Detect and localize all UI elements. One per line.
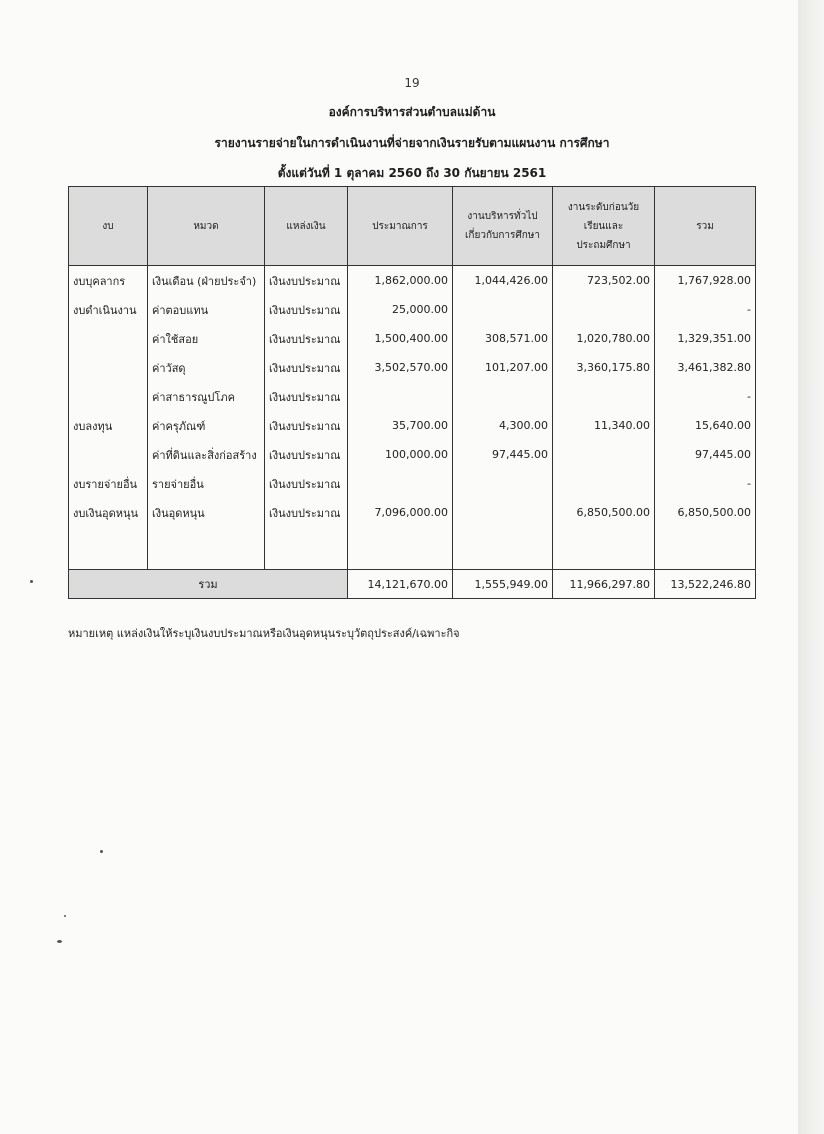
table-row <box>69 295 756 324</box>
totals-estimate: 14,121,670.00 <box>348 570 453 599</box>
expense-table <box>68 186 756 599</box>
cell-estimate <box>348 469 453 498</box>
cell-category: ค่าวัสดุ <box>148 353 265 382</box>
header-general-admin-line2: เกี่ยวกับการศึกษา <box>465 230 540 241</box>
cell-estimate <box>348 382 453 411</box>
header-general-admin-line1: งานบริหารทั่วไป <box>467 211 538 222</box>
cell-estimate: 35,700.00 <box>348 411 453 440</box>
cell-category: ค่าที่ดินและสิ่งก่อสร้าง <box>148 440 265 469</box>
cell-budget <box>69 324 148 353</box>
cell-estimate: 100,000.00 <box>348 440 453 469</box>
spacer-cell <box>553 527 655 570</box>
cell-general-admin <box>453 382 553 411</box>
cell-category: เงินอุดหนุน <box>148 498 265 527</box>
header-budget: งบ <box>69 187 148 266</box>
cell-total: - <box>655 469 756 498</box>
cell-general-admin <box>453 295 553 324</box>
totals-row <box>69 570 756 599</box>
scan-speck <box>30 580 33 583</box>
cell-preschool <box>553 382 655 411</box>
cell-category: เงินเดือน (ฝ่ายประจำ) <box>148 266 265 296</box>
cell-preschool <box>553 295 655 324</box>
header-source: แหล่งเงิน <box>265 187 348 266</box>
header-total: รวม <box>655 187 756 266</box>
cell-category: ค่าครุภัณฑ์ <box>148 411 265 440</box>
cell-preschool: 3,360,175.80 <box>553 353 655 382</box>
cell-estimate: 7,096,000.00 <box>348 498 453 527</box>
cell-source: เงินงบประมาณ <box>265 266 348 296</box>
cell-preschool: 11,340.00 <box>553 411 655 440</box>
cell-estimate: 25,000.00 <box>348 295 453 324</box>
header-preschool-line2: เรียนและ <box>583 220 624 232</box>
spacer-cell <box>453 527 553 570</box>
cell-general-admin: 97,445.00 <box>453 440 553 469</box>
cell-general-admin: 4,300.00 <box>453 411 553 440</box>
cell-estimate: 1,862,000.00 <box>348 266 453 296</box>
cell-source: เงินงบประมาณ <box>265 324 348 353</box>
cell-total: 15,640.00 <box>655 411 756 440</box>
totals-preschool: 11,966,297.80 <box>553 570 655 599</box>
header-preschool-line3: ประถมศึกษา <box>576 239 631 251</box>
cell-preschool: 1,020,780.00 <box>553 324 655 353</box>
scan-speck <box>64 915 66 917</box>
cell-general-admin <box>453 498 553 527</box>
table-row <box>69 411 756 440</box>
cell-estimate: 3,502,570.00 <box>348 353 453 382</box>
cell-budget: งบเงินอุดหนุน <box>69 498 148 527</box>
table-row <box>69 324 756 353</box>
cell-category: ค่าสาธารณูปโภค <box>148 382 265 411</box>
table-row <box>69 469 756 498</box>
header-general-admin <box>453 187 553 266</box>
cell-total: 97,445.00 <box>655 440 756 469</box>
cell-total: 1,767,928.00 <box>655 266 756 296</box>
cell-source: เงินงบประมาณ <box>265 353 348 382</box>
spacer-cell <box>265 527 348 570</box>
cell-preschool: 723,502.00 <box>553 266 655 296</box>
cell-source: เงินงบประมาณ <box>265 498 348 527</box>
cell-source: เงินงบประมาณ <box>265 440 348 469</box>
cell-source: เงินงบประมาณ <box>265 411 348 440</box>
table-row <box>69 266 756 296</box>
header-preschool <box>553 187 655 266</box>
spacer-cell <box>148 527 265 570</box>
cell-budget: งบบุคลากร <box>69 266 148 296</box>
header-category: หมวด <box>148 187 265 266</box>
cell-budget <box>69 382 148 411</box>
cell-general-admin: 101,207.00 <box>453 353 553 382</box>
report-subtitle: รายงานรายจ่ายในการดำเนินงานที่จ่ายจากเงินรายรับตามแผนงาน การศึกษา <box>214 136 610 150</box>
cell-total: - <box>655 295 756 324</box>
table-row <box>69 498 756 527</box>
scan-speck <box>57 940 62 943</box>
cell-source: เงินงบประมาณ <box>265 382 348 411</box>
cell-source: เงินงบประมาณ <box>265 469 348 498</box>
cell-preschool <box>553 440 655 469</box>
table-header-row <box>69 187 756 266</box>
totals-general-admin: 1,555,949.00 <box>453 570 553 599</box>
cell-source: เงินงบประมาณ <box>265 295 348 324</box>
cell-general-admin <box>453 469 553 498</box>
spacer-cell <box>69 527 148 570</box>
table-row <box>69 440 756 469</box>
cell-total: 3,461,382.80 <box>655 353 756 382</box>
cell-total: 1,329,351.00 <box>655 324 756 353</box>
organization-title: องค์การบริหารส่วนตำบลแม่ด้าน <box>328 105 496 119</box>
page-number: 19 <box>404 76 420 90</box>
header-estimate: ประมาณการ <box>348 187 453 266</box>
cell-budget: งบดำเนินงาน <box>69 295 148 324</box>
table-spacer-row <box>69 527 756 570</box>
cell-estimate: 1,500,400.00 <box>348 324 453 353</box>
cell-category: ค่าใช้สอย <box>148 324 265 353</box>
cell-general-admin: 308,571.00 <box>453 324 553 353</box>
cell-category: ค่าตอบแทน <box>148 295 265 324</box>
cell-budget: งบลงทุน <box>69 411 148 440</box>
cell-preschool: 6,850,500.00 <box>553 498 655 527</box>
cell-budget <box>69 440 148 469</box>
cell-general-admin: 1,044,426.00 <box>453 266 553 296</box>
footnote: หมายเหตุ แหล่งเงินให้ระบุเงินงบประมาณหรือเงินอุดหนุนระบุวัตถุประสงค์/เฉพาะกิจ <box>68 627 460 640</box>
totals-label: รวม <box>69 570 348 599</box>
table-row <box>69 382 756 411</box>
table-row <box>69 353 756 382</box>
cell-preschool <box>553 469 655 498</box>
cell-total: 6,850,500.00 <box>655 498 756 527</box>
scan-speck <box>100 850 103 853</box>
cell-budget <box>69 353 148 382</box>
spacer-cell <box>348 527 453 570</box>
cell-total: - <box>655 382 756 411</box>
cell-category: รายจ่ายอื่น <box>148 469 265 498</box>
report-period: ตั้งแต่วันที่ 1 ตุลาคม 2560 ถึง 30 กันยายน 2561 <box>277 166 547 180</box>
spacer-cell <box>655 527 756 570</box>
header-preschool-line1: งานระดับก่อนวัย <box>567 201 640 213</box>
totals-total: 13,522,246.80 <box>655 570 756 599</box>
cell-budget: งบรายจ่ายอื่น <box>69 469 148 498</box>
